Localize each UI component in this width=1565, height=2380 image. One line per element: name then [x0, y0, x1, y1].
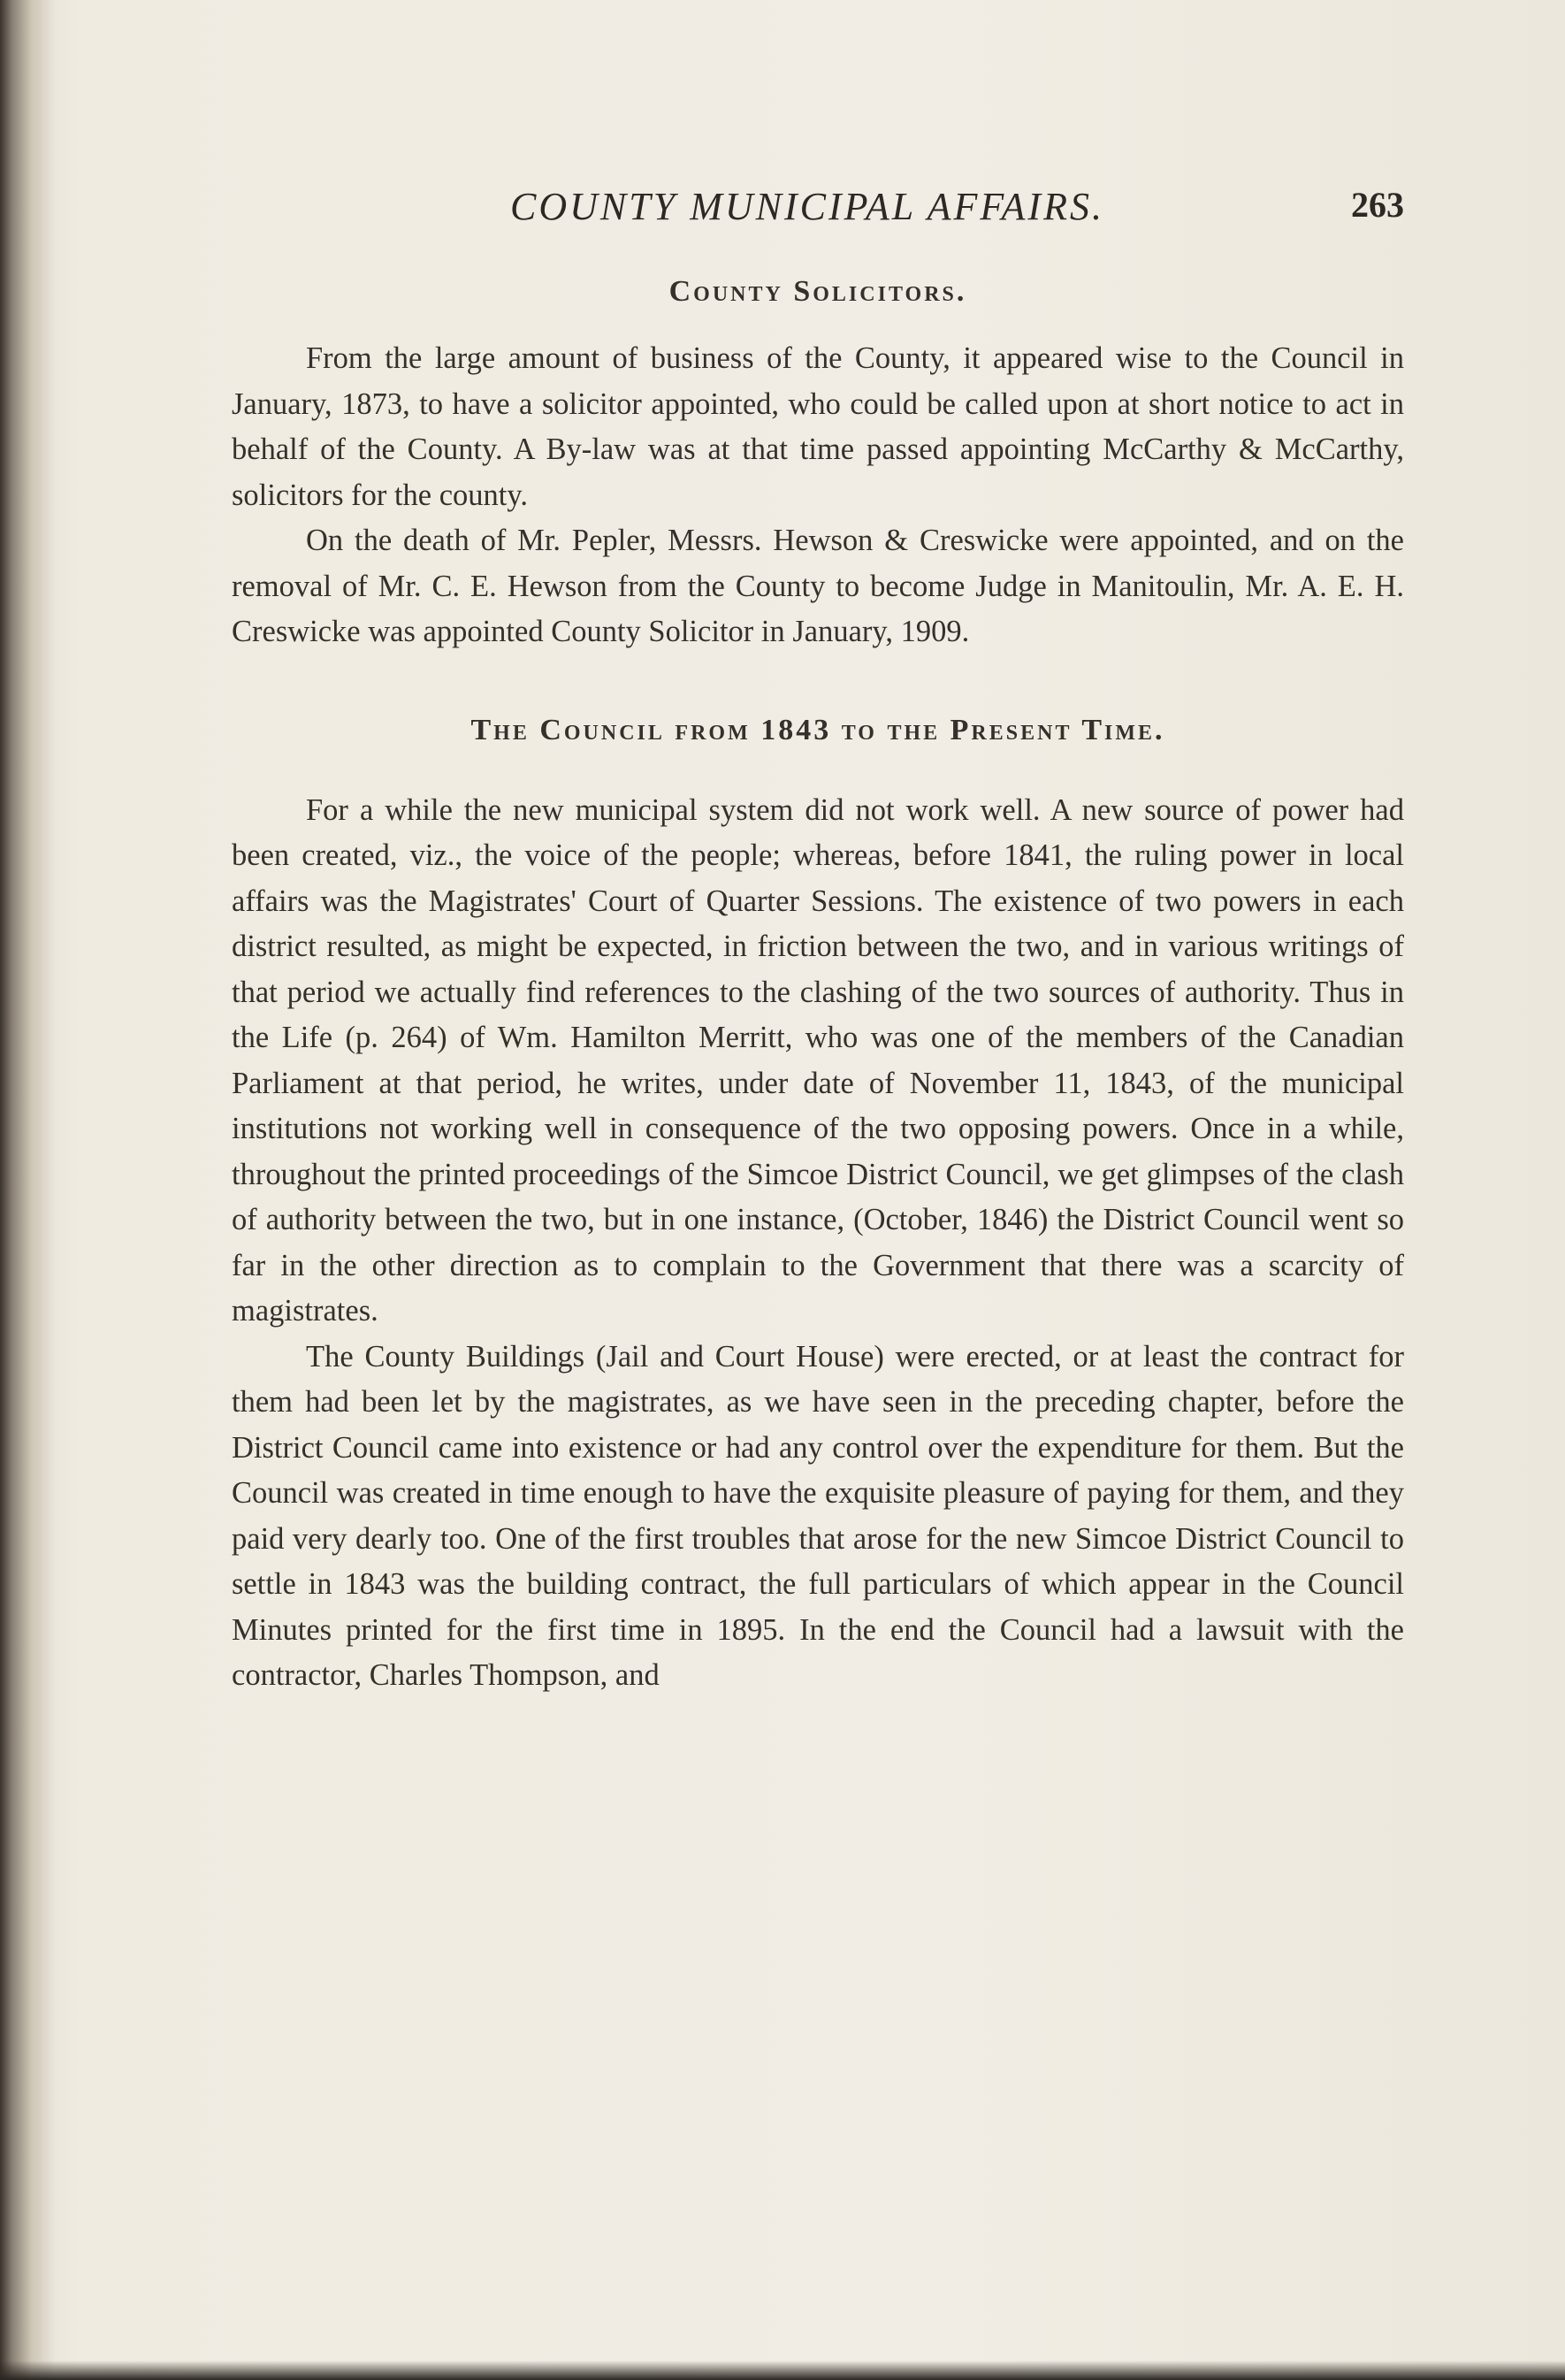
- paragraph: For a while the new municipal system did not work well. A new source of power had been created, viz., the voice of the people; whereas, before 1841, the ruling power in local affairs was the Magistrates' Court of Quarter Sessions. The existence of two powers in each district resulted, as might be expected, in friction between the two, and in various writings of that period we actually find references to the clashing of the two sources of authority. Thus in the Life (p. 264) of Wm. Hamilton Merritt, who was one of the members of the Canadian Parliament at that period, he writes, under date of November 11, 1843, of the municipal institutions not working well in consequence of the two opposing powers. Once in a while, throughout the printed proceedings of the Simcoe District Council, we get glimpses of the clash of authority between the two, but in one instance, (October, 1846) the District Council went so far in the other direction as to complain to the Government that there was a scarcity of magistrates.: [232, 792, 1404, 1328]
- section-heading-county-solicitors: County Solicitors.: [668, 275, 967, 308]
- page-number: 263: [1351, 185, 1404, 225]
- page-binding-shadow: [0, 0, 55, 2380]
- paragraph: From the large amount of business of the County, it appeared wise to the Council in January, 1873, to have a solicitor appointed, who could be called upon at short notice to act in behalf of the County. A By-law was at that time passed appointing McCarthy & McCarthy, solicitors for the county.: [232, 341, 1404, 512]
- running-title: COUNTY MUNICIPAL AFFAIRS.: [510, 185, 1104, 228]
- body-text: [232, 265, 1404, 1699]
- running-head: [232, 184, 1404, 237]
- spacer: [232, 318, 1404, 336]
- page-bottom-edge: [0, 2361, 1565, 2380]
- paragraph: The County Buildings (Jail and Court House) were erected, or at least the contract for them had been let by the magistrates, as we have seen in the preceding chapter, before the District Council came into existence or had any control over the expenditure for them. But the Council was created in time enough to have the exquisite pleasure of paying for them, and they paid very dearly too. One of the first troubles that arose for the new Simcoe District Council to settle in 1843 was the building contract, the full particulars of which appear in the Council Minutes printed for the first time in 1895. In the end the Council had a lawsuit with the contractor, Charles Thompson, and: [232, 1339, 1404, 1692]
- section-heading-council-history: The Council from 1843 to the Present Time.: [470, 713, 1165, 746]
- paragraph: On the death of Mr. Pepler, Messrs. Hewson & Creswicke were appointed, and on the removal of Mr. C. E. Hewson from the County to become Judge in Manitoulin, Mr. A. E. H. Creswicke was appointed County Solicitor in January, 1909.: [232, 524, 1404, 648]
